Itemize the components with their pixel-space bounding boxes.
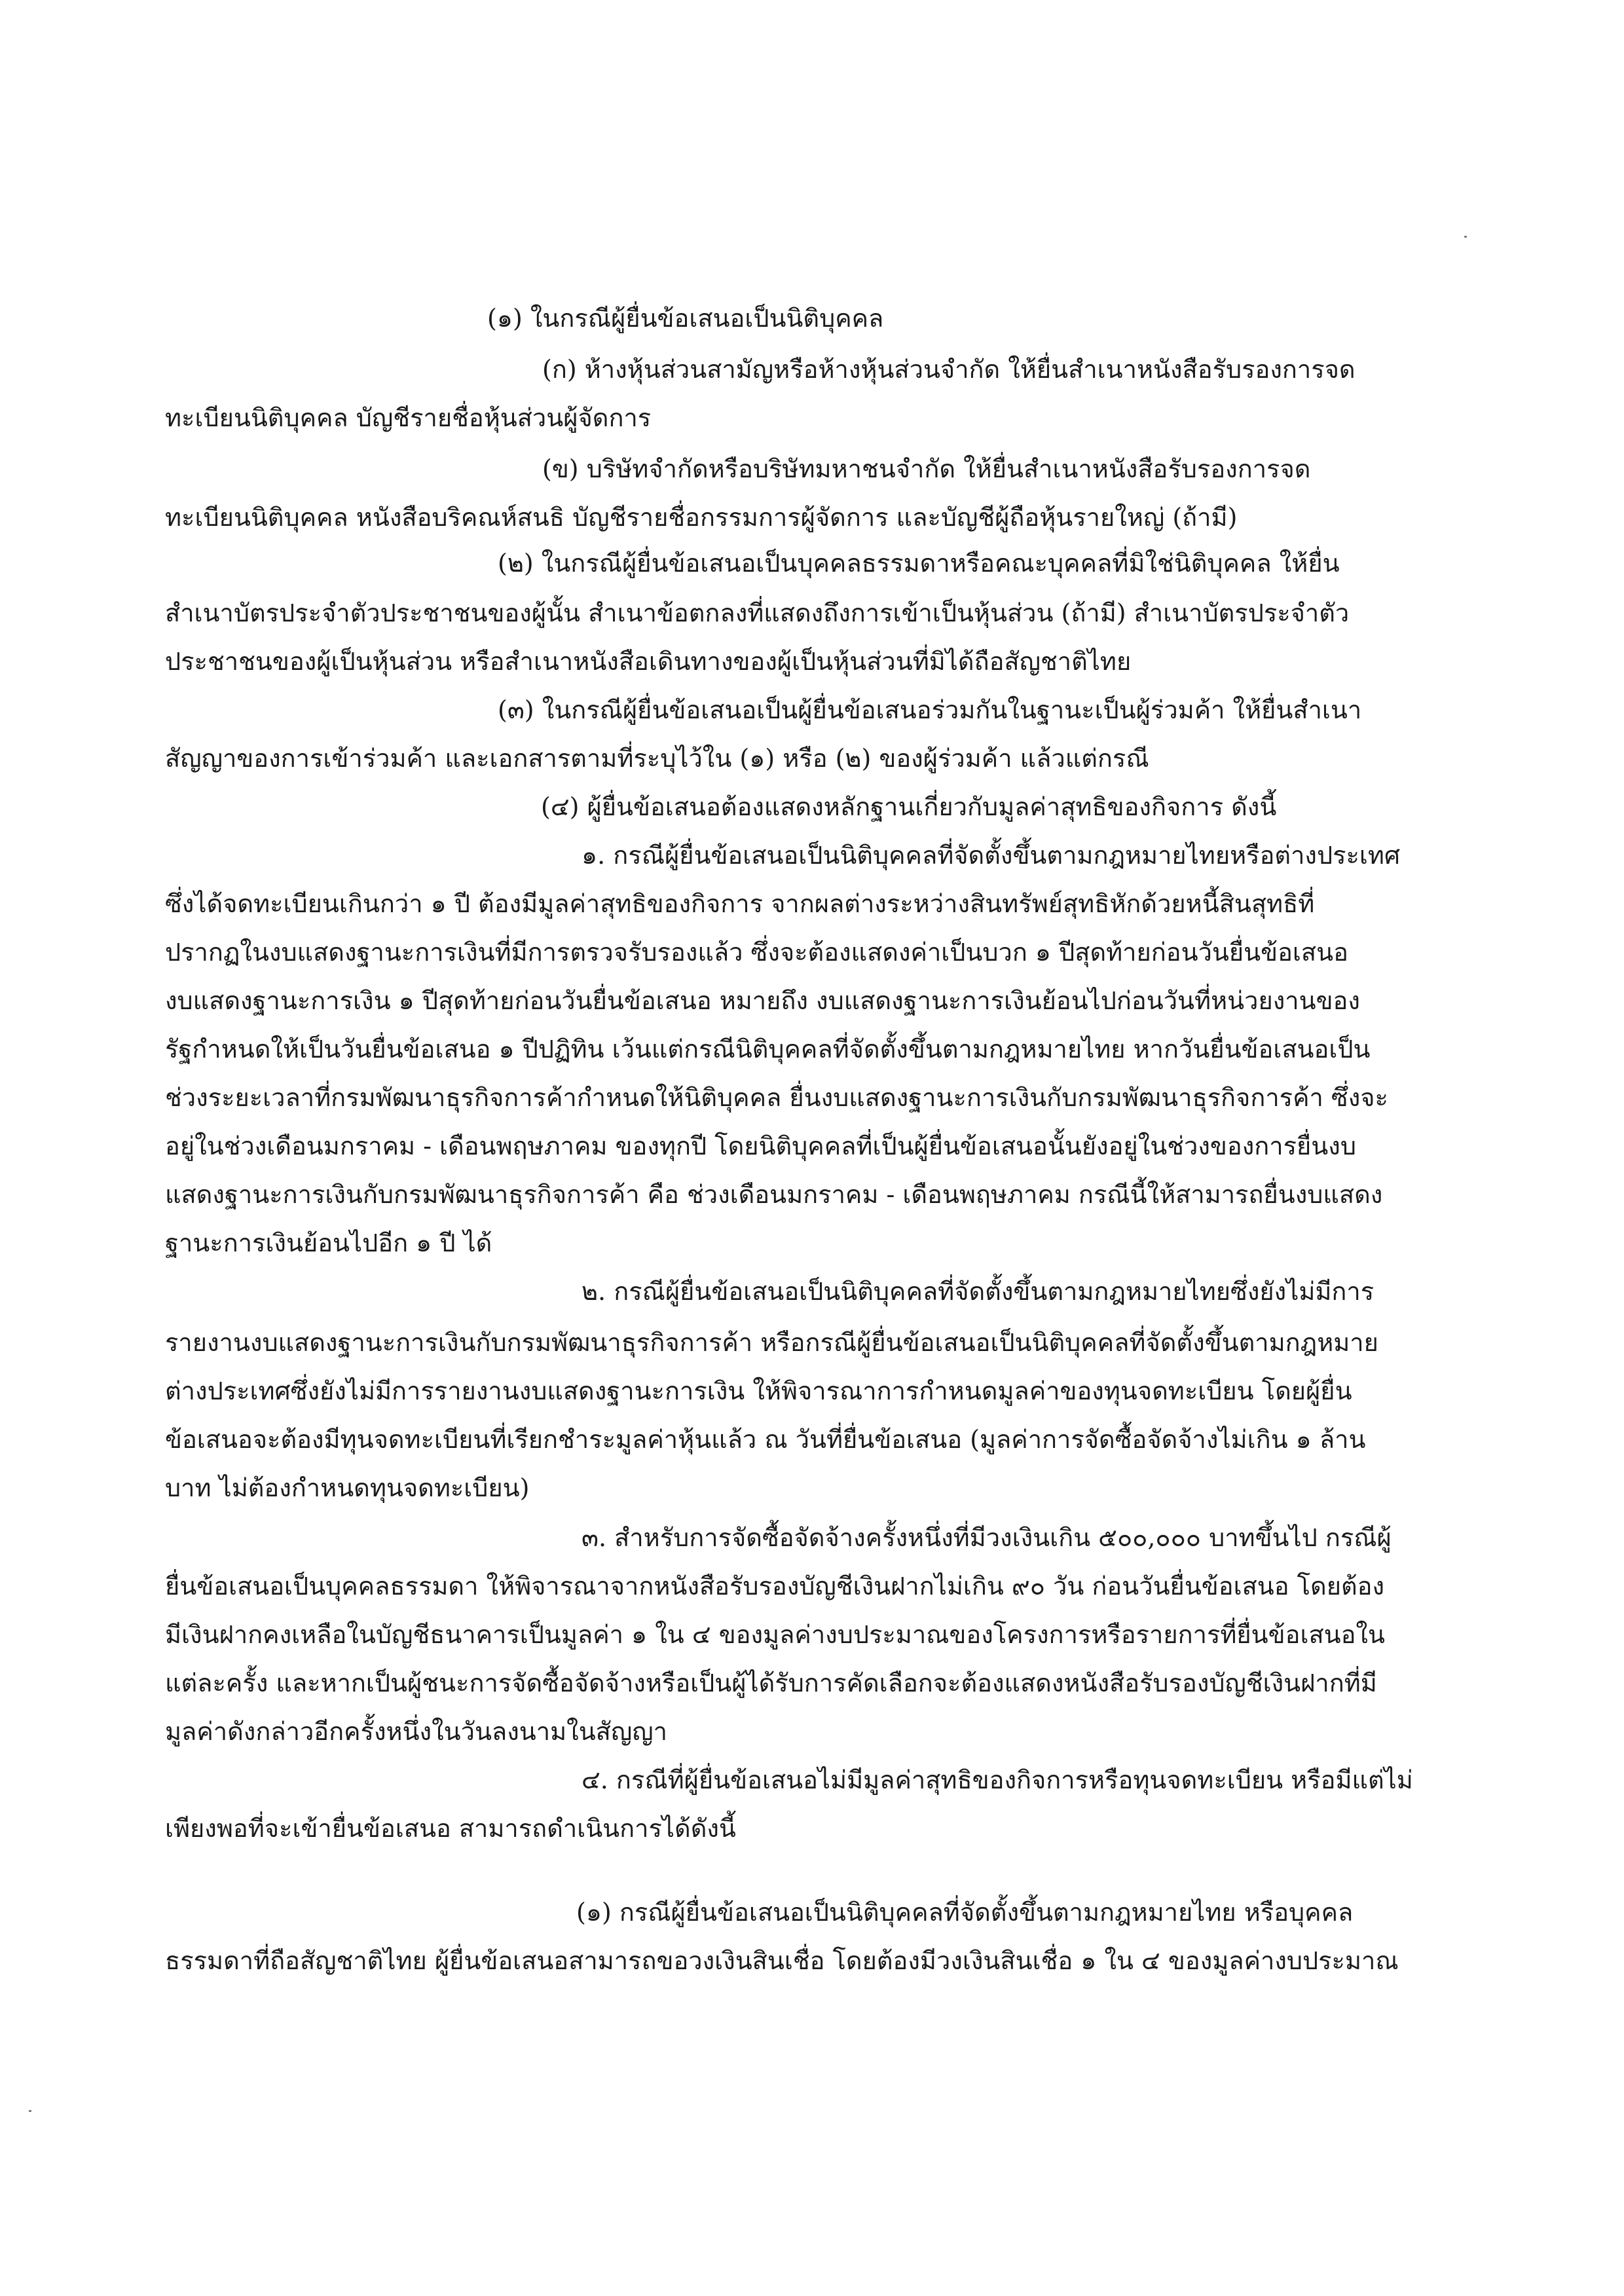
item-3-line-3: มีเงินฝากคงเหลือในบัญชีธนาคารเป็นมูลค่า ๑ ใน ๔ ของมูลค่างบประมาณของโครงการหรือรายการที่ยื่นข้อเสนอใน	[165, 1620, 1385, 1649]
item-1-line-2: ซึ่งได้จดทะเบียนเกินกว่า ๑ ปี ต้องมีมูลค่าสุทธิของกิจการ จากผลต่างระหว่างสินทรัพย์สุทธิหักด้วยหนี้สินสุทธิที่	[165, 889, 1315, 918]
clause-1b-line-2: ทะเบียนนิติบุคคล หนังสือบริคณห์สนธิ บัญชีรายชื่อกรรมการผู้จัดการ และบัญชีผู้ถือหุ้นรายใหญ่ (ถ้ามี)	[165, 503, 1238, 532]
item-3-line-1: ๓. สำหรับการจัดซื้อจัดจ้างครั้งหนึ่งที่มีวงเงินเกิน ๕๐๐,๐๐๐ บาทขึ้นไป กรณีผู้	[581, 1523, 1392, 1552]
item-2-line-5: บาท ไม่ต้องกำหนดทุนจดทะเบียน)	[165, 1473, 530, 1502]
item-1-line-6: ช่วงระยะเวลาที่กรมพัฒนาธุรกิจการค้ากำหนดให้นิติบุคคล ยื่นงบแสดงฐานะการเงินกับกรมพัฒนาธุรกิจการค้า ซึ่งจะ	[165, 1083, 1388, 1112]
item-2-line-3: ต่างประเทศซึ่งยังไม่มีการรายงานงบแสดงฐานะการเงิน ให้พิจารณาการกำหนดมูลค่าของทุนจดทะเบียน โดยผู้ยื่น	[165, 1377, 1352, 1405]
item-1-line-9: ฐานะการเงินย้อนไปอีก ๑ ปี ได้	[165, 1229, 492, 1257]
item-1-line-8: แสดงฐานะการเงินกับกรมพัฒนาธุรกิจการค้า คือ ช่วงเดือนมกราคม - เดือนพฤษภาคม กรณีนี้ให้สามารถยื่นงบแสดง	[165, 1180, 1383, 1209]
item-2-line-1: ๒. กรณีผู้ยื่นข้อเสนอเป็นนิติบุคคลที่จัดตั้งขึ้นตามกฎหมายไทยซึ่งยังไม่มีการ	[581, 1277, 1375, 1306]
clause-2-line-2: สำเนาบัตรประจำตัวประชาชนของผู้นั้น สำเนาข้อตกลงที่แสดงถึงการเข้าเป็นหุ้นส่วน (ถ้ามี) สำเนาบัตรประจำตัว	[165, 599, 1350, 627]
clause-2-line-1: (๒) ในกรณีผู้ยื่นข้อเสนอเป็นบุคคลธรรมดาหรือคณะบุคคลที่มิใช่นิติบุคคล ให้ยื่น	[498, 549, 1340, 578]
clause-1a-line-2: ทะเบียนนิติบุคคล บัญชีรายชื่อหุ้นส่วนผู้จัดการ	[165, 403, 652, 432]
item-1-line-4: งบแสดงฐานะการเงิน ๑ ปีสุดท้ายก่อนวันยื่นข้อเสนอ หมายถึง งบแสดงฐานะการเงินย้อนไปก่อนวันที่หน่วยงานของ	[165, 986, 1360, 1015]
item-2-line-2: รายงานงบแสดงฐานะการเงินกับกรมพัฒนาธุรกิจการค้า หรือกรณีผู้ยื่นข้อเสนอเป็นนิติบุคคลที่จัดตั้งขึ้นตามกฎหมาย	[165, 1328, 1378, 1357]
subitem-1-line-2: ธรรมดาที่ถือสัญชาติไทย ผู้ยื่นข้อเสนอสามารถขอวงเงินสินเชื่อ โดยต้องมีวงเงินสินเชื่อ ๑ ใน ๔ ของมูลค่างบประมาณ	[165, 1946, 1399, 1975]
item-2-line-4: ข้อเสนอจะต้องมีทุนจดทะเบียนที่เรียกชำระมูลค่าหุ้นแล้ว ณ วันที่ยื่นข้อเสนอ (มูลค่าการจัดซื้อจัดจ้างไม่เกิน ๑ ล้าน	[165, 1425, 1366, 1454]
scan-speck	[1464, 236, 1467, 238]
clause-4-heading: (๔) ผู้ยื่นข้อเสนอต้องแสดงหลักฐานเกี่ยวกับมูลค่าสุทธิของกิจการ ดังนี้	[541, 792, 1277, 821]
item-1-line-5: รัฐกำหนดให้เป็นวันยื่นข้อเสนอ ๑ ปีปฏิทิน เว้นแต่กรณีนิติบุคคลที่จัดตั้งขึ้นตามกฎหมายไทย หากวันยื่นข้อเสนอเป็น	[165, 1035, 1371, 1064]
item-3-line-2: ยื่นข้อเสนอเป็นบุคคลธรรมดา ให้พิจารณาจากหนังสือรับรองบัญชีเงินฝากไม่เกิน ๙๐ วัน ก่อนวันยื่นข้อเสนอ โดยต้อง	[165, 1572, 1385, 1601]
item-3-line-5: มูลค่าดังกล่าวอีกครั้งหนึ่งในวันลงนามในสัญญา	[165, 1717, 667, 1746]
item-3-line-4: แต่ละครั้ง และหากเป็นผู้ชนะการจัดซื้อจัดจ้างหรือเป็นผู้ได้รับการคัดเลือกจะต้องแสดงหนังสือรับรองบัญชีเงินฝากที่มี	[165, 1669, 1377, 1697]
item-1-line-1: ๑. กรณีผู้ยื่นข้อเสนอเป็นนิติบุคคลที่จัดตั้งขึ้นตามกฎหมายไทยหรือต่างประเทศ	[581, 841, 1401, 870]
item-4-line-2: เพียงพอที่จะเข้ายื่นข้อเสนอ สามารถดำเนินการได้ดังนี้	[165, 1814, 736, 1843]
clause-1b-line-1: (ข) บริษัทจำกัดหรือบริษัทมหาชนจำกัด ให้ยื่นสำเนาหนังสือรับรองการจด	[542, 454, 1311, 483]
item-1-line-7: อยู่ในช่วงเดือนมกราคม - เดือนพฤษภาคม ของทุกปี โดยนิติบุคคลที่เป็นผู้ยื่นข้อเสนอนั้นยังอยู่ในช่วงของการยื่นงบ	[165, 1132, 1356, 1160]
subitem-1-line-1: (๑) กรณีผู้ยื่นข้อเสนอเป็นนิติบุคคลที่จัดตั้งขึ้นตามกฎหมายไทย หรือบุคคล	[576, 1898, 1354, 1927]
clause-1-heading: (๑) ในกรณีผู้ยื่นข้อเสนอเป็นนิติบุคคล	[487, 304, 884, 333]
clause-2-line-3: ประชาชนของผู้เป็นหุ้นส่วน หรือสำเนาหนังสือเดินทางของผู้เป็นหุ้นส่วนที่มิได้ถือสัญชาติไทย	[165, 647, 1132, 676]
scan-speck	[29, 2110, 31, 2112]
clause-1a-line-1: (ก) ห้างหุ้นส่วนสามัญหรือห้างหุ้นส่วนจำกัด ให้ยื่นสำเนาหนังสือรับรองการจด	[542, 355, 1356, 384]
item-4-line-1: ๔. กรณีที่ผู้ยื่นข้อเสนอไม่มีมูลค่าสุทธิของกิจการหรือทุนจดทะเบียน หรือมีแต่ไม่	[581, 1766, 1413, 1794]
item-1-line-3: ปรากฏในงบแสดงฐานะการเงินที่มีการตรวจรับรองแล้ว ซึ่งจะต้องแสดงค่าเป็นบวก ๑ ปีสุดท้ายก่อนวันยื่นข้อเสนอ	[165, 938, 1348, 967]
clause-3-line-1: (๓) ในกรณีผู้ยื่นข้อเสนอเป็นผู้ยื่นข้อเสนอร่วมกันในฐานะเป็นผู้ร่วมค้า ให้ยื่นสำเนา	[498, 695, 1362, 724]
clause-3-line-2: สัญญาของการเข้าร่วมค้า และเอกสารตามที่ระบุไว้ใน (๑) หรือ (๒) ของผู้ร่วมค้า แล้วแต่กรณี	[165, 744, 1149, 773]
